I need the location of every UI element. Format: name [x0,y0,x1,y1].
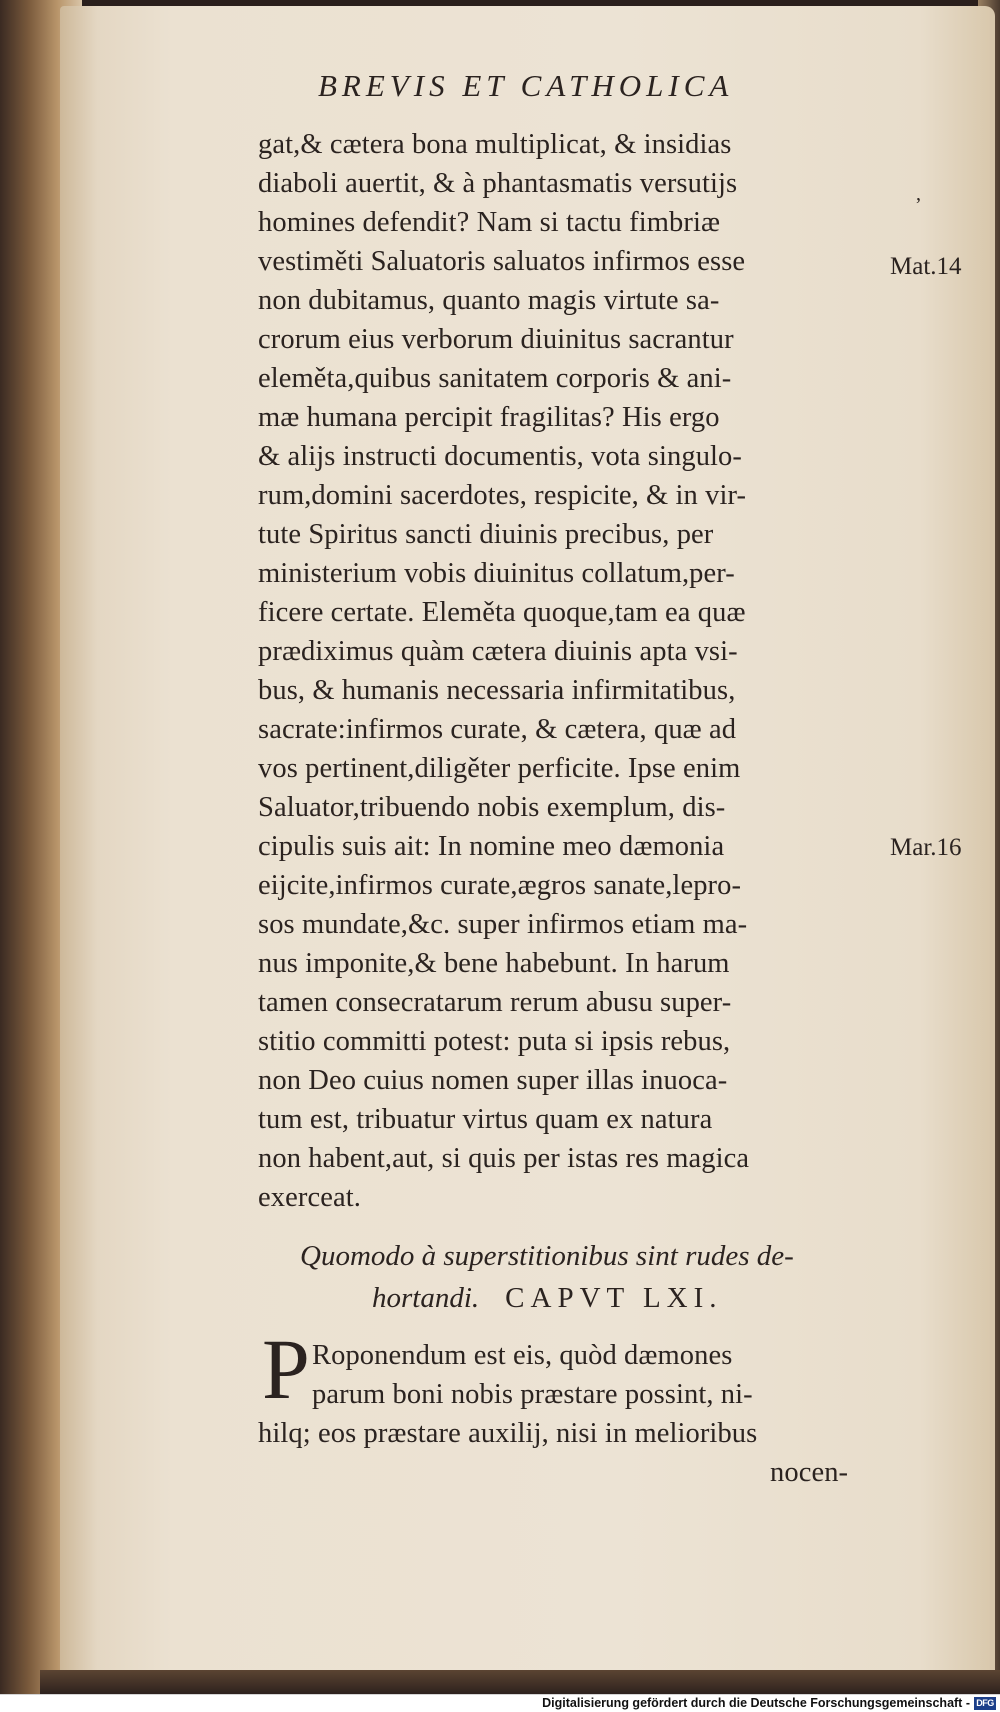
chapter-number: CAPVT LXI. [505,1282,723,1314]
body-line-11: tute Spiritus sancti diuinis precibus, per [258,519,714,550]
body-line-9: & alijs instructi documentis, vota singulo- [258,441,742,472]
body-line-21: sos mundate,&c. super infirmos etiam ma- [258,909,748,940]
body-line-3: homines defendit? Nam si tactu fimbriæ [258,207,721,238]
chapter-line-2: parum boni nobis præstare possint, ni- [312,1379,753,1410]
body-line-16: sacrate:infirmos curate, & cætera, quæ ad [258,714,737,745]
body-line-1: gat,& cætera bona multiplicat, & insidias [258,129,732,160]
body-line-5: non dubitamus, quanto magis virtute sa- [258,285,720,316]
body-line-10: rum,domini sacerdotes, respicite, & in vir- [258,480,747,511]
body-line-7: eleměta,quibus sanitatem corporis & ani- [258,363,732,394]
chapter-heading-hortandi: hortandi. [372,1282,480,1314]
body-line-14: prædiximus quàm cætera diuinis apta vsi- [258,636,738,667]
running-head: BREVIS ET CATHOLICA [318,68,734,103]
body-line-26: tum est, tribuatur virtus quam ex natura [258,1104,713,1135]
drop-cap: P [262,1321,310,1417]
body-line-17: vos pertinent,diligěter perficite. Ipse enim [258,753,741,784]
body-line-18: Saluator,tribuendo nobis exemplum, dis- [258,792,726,823]
body-line-12: ministerium vobis diuinitus collatum,per- [258,558,735,589]
body-line-28: exerceat. [258,1182,361,1213]
body-line-25: non Deo cuius nomen super illas inuoca- [258,1065,728,1096]
margin-note-mat14: Mat.14 [890,253,962,280]
body-line-27: non habent,aut, si quis per istas res magica [258,1143,750,1174]
chapter-line-1: Roponendum est eis, quòd dæmones [312,1340,733,1371]
stray-mark: , [916,183,921,205]
chapter-heading-line-1: Quomodo à superstitionibus sint rudes de- [300,1240,794,1272]
body-line-23: tamen consecratarum rerum abusu super- [258,987,732,1018]
body-line-15: bus, & humanis necessaria infirmitatibus, [258,675,736,706]
dfg-logo-icon: DFG [974,1697,996,1710]
body-line-24: stitio committi potest: puta si ipsis rebus, [258,1026,731,1057]
footer-bar [0,1694,1000,1712]
chapter-line-3: hilq; eos præstare auxilij, nisi in melioribus [258,1418,758,1449]
body-line-13: ficere certate. Eleměta quoque,tam ea quæ [258,597,746,628]
body-line-20: eijcite,infirmos curate,ægros sanate,lepro- [258,870,742,901]
page-bottom-edge [40,1670,1000,1696]
body-line-19: cipulis suis ait: In nomine meo dæmonia [258,831,725,862]
body-line-2: diaboli auertit, & à phantasmatis versutijs [258,168,738,199]
body-line-22: nus imponite,& bene habebunt. In harum [258,948,730,979]
body-line-4: vestiměti Saluatoris saluatos infirmos esse [258,246,746,277]
chapter-heading-line-2 [372,1282,723,1315]
body-line-8: mæ humana percipit fragilitas? His ergo [258,402,720,433]
body-line-6: crorum eius verborum diuinitus sacrantur [258,324,734,355]
margin-note-mar16: Mar.16 [890,834,962,861]
catchword: nocen- [770,1457,849,1488]
footer-credit: Digitalisierung gefördert durch die Deutsche Forschungsgemeinschaft - [542,1696,970,1710]
